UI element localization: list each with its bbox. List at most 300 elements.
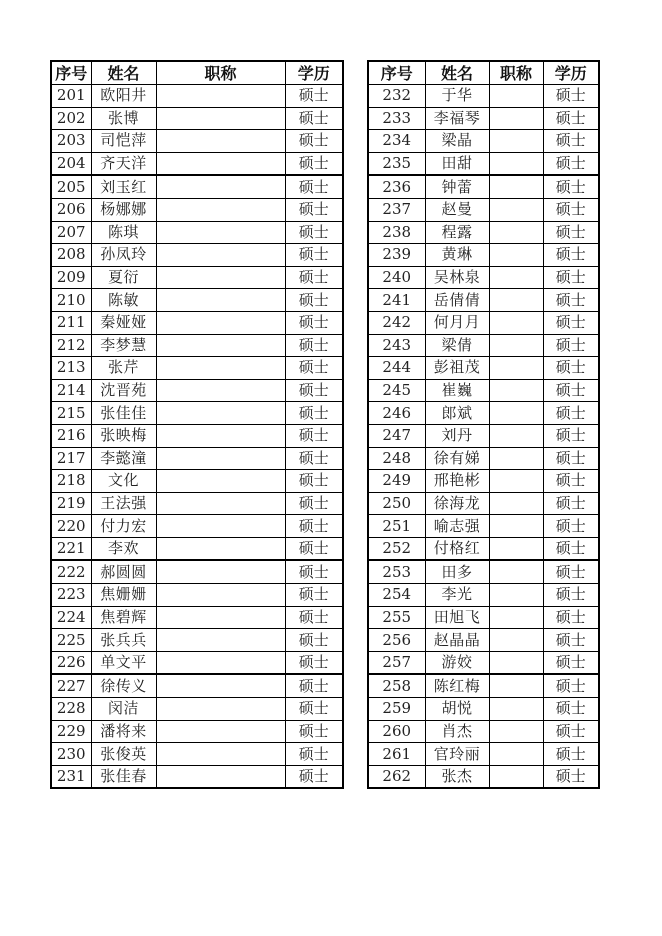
cell-name: 赵曼 bbox=[425, 198, 489, 221]
table-row bbox=[51, 107, 343, 130]
cell-degree: 硕士 bbox=[543, 221, 599, 244]
cell-serial-no: 223 bbox=[51, 584, 91, 607]
cell-title bbox=[489, 244, 543, 267]
cell-title bbox=[156, 743, 285, 766]
cell-name: 杨娜娜 bbox=[91, 198, 156, 221]
cell-degree: 硕士 bbox=[543, 334, 599, 357]
cell-name: 崔巍 bbox=[425, 379, 489, 402]
table-row bbox=[51, 175, 343, 198]
table-row bbox=[51, 537, 343, 560]
cell-serial-no: 221 bbox=[51, 537, 91, 560]
cell-title bbox=[489, 606, 543, 629]
table-row bbox=[51, 244, 343, 267]
cell-name: 陈敏 bbox=[91, 289, 156, 312]
cell-serial-no: 220 bbox=[51, 515, 91, 538]
cell-degree: 硕士 bbox=[543, 152, 599, 175]
cell-degree: 硕士 bbox=[543, 107, 599, 130]
table-row bbox=[368, 198, 599, 221]
cell-title bbox=[156, 537, 285, 560]
cell-title bbox=[156, 492, 285, 515]
cell-serial-no: 251 bbox=[368, 515, 425, 538]
table-row bbox=[368, 402, 599, 425]
cell-degree: 硕士 bbox=[285, 537, 343, 560]
cell-serial-no: 231 bbox=[51, 765, 91, 788]
cell-name: 田甜 bbox=[425, 152, 489, 175]
cell-name: 沈晋苑 bbox=[91, 379, 156, 402]
cell-degree: 硕士 bbox=[543, 244, 599, 267]
header-row bbox=[51, 61, 343, 85]
cell-name: 夏衍 bbox=[91, 266, 156, 289]
cell-serial-no: 222 bbox=[51, 560, 91, 583]
table-row bbox=[51, 130, 343, 153]
cell-title bbox=[489, 334, 543, 357]
table-row bbox=[51, 743, 343, 766]
cell-title bbox=[489, 402, 543, 425]
cell-serial-no: 240 bbox=[368, 266, 425, 289]
cell-degree: 硕士 bbox=[285, 198, 343, 221]
cell-name: 田旭飞 bbox=[425, 606, 489, 629]
table-row bbox=[368, 720, 599, 743]
table-row bbox=[51, 424, 343, 447]
cell-title bbox=[156, 402, 285, 425]
cell-name: 李欢 bbox=[91, 537, 156, 560]
cell-degree: 硕士 bbox=[543, 765, 599, 788]
cell-title bbox=[156, 720, 285, 743]
header-name: 姓名 bbox=[425, 61, 489, 85]
cell-name: 钟蕾 bbox=[425, 175, 489, 198]
cell-name: 文化 bbox=[91, 470, 156, 493]
table-row bbox=[368, 289, 599, 312]
cell-name: 司恺萍 bbox=[91, 130, 156, 153]
cell-title bbox=[489, 584, 543, 607]
cell-name: 徐传义 bbox=[91, 674, 156, 697]
cell-degree: 硕士 bbox=[543, 289, 599, 312]
cell-name: 郎斌 bbox=[425, 402, 489, 425]
cell-degree: 硕士 bbox=[285, 560, 343, 583]
cell-name: 彭祖茂 bbox=[425, 357, 489, 380]
cell-serial-no: 257 bbox=[368, 651, 425, 674]
table-row bbox=[51, 674, 343, 697]
cell-name: 张佳佳 bbox=[91, 402, 156, 425]
table-row bbox=[51, 402, 343, 425]
cell-title bbox=[489, 85, 543, 108]
table-row bbox=[51, 584, 343, 607]
table-row bbox=[368, 175, 599, 198]
cell-name: 陈琪 bbox=[91, 221, 156, 244]
cell-degree: 硕士 bbox=[285, 402, 343, 425]
cell-serial-no: 243 bbox=[368, 334, 425, 357]
cell-serial-no: 250 bbox=[368, 492, 425, 515]
cell-degree: 硕士 bbox=[285, 175, 343, 198]
cell-serial-no: 216 bbox=[51, 424, 91, 447]
cell-name: 陈红梅 bbox=[425, 674, 489, 697]
cell-title bbox=[156, 221, 285, 244]
roster-table-right bbox=[367, 60, 600, 789]
cell-serial-no: 218 bbox=[51, 470, 91, 493]
table-row bbox=[51, 152, 343, 175]
cell-title bbox=[156, 85, 285, 108]
table-row bbox=[368, 85, 599, 108]
header-degree: 学历 bbox=[285, 61, 343, 85]
table-row bbox=[51, 266, 343, 289]
table-row bbox=[368, 743, 599, 766]
cell-degree: 硕士 bbox=[285, 651, 343, 674]
cell-name: 王法强 bbox=[91, 492, 156, 515]
table-row bbox=[368, 492, 599, 515]
header-degree: 学历 bbox=[543, 61, 599, 85]
cell-degree: 硕士 bbox=[285, 515, 343, 538]
table-row bbox=[368, 357, 599, 380]
table-row bbox=[51, 470, 343, 493]
table-row bbox=[368, 584, 599, 607]
table-row bbox=[51, 289, 343, 312]
cell-degree: 硕士 bbox=[285, 85, 343, 108]
cell-name: 胡悦 bbox=[425, 698, 489, 721]
cell-serial-no: 224 bbox=[51, 606, 91, 629]
header-name: 姓名 bbox=[91, 61, 156, 85]
cell-serial-no: 219 bbox=[51, 492, 91, 515]
cell-serial-no: 256 bbox=[368, 629, 425, 652]
cell-name: 张杰 bbox=[425, 765, 489, 788]
table-row bbox=[368, 152, 599, 175]
cell-serial-no: 247 bbox=[368, 424, 425, 447]
cell-serial-no: 258 bbox=[368, 674, 425, 697]
cell-degree: 硕士 bbox=[543, 311, 599, 334]
cell-name: 黄琳 bbox=[425, 244, 489, 267]
table-row bbox=[51, 560, 343, 583]
cell-name: 张佳春 bbox=[91, 765, 156, 788]
cell-degree: 硕士 bbox=[543, 515, 599, 538]
cell-degree: 硕士 bbox=[543, 447, 599, 470]
cell-title bbox=[156, 198, 285, 221]
cell-title bbox=[489, 651, 543, 674]
cell-degree: 硕士 bbox=[285, 674, 343, 697]
cell-title bbox=[156, 334, 285, 357]
header-title: 职称 bbox=[489, 61, 543, 85]
cell-name: 徐海龙 bbox=[425, 492, 489, 515]
cell-title bbox=[489, 107, 543, 130]
table-row bbox=[368, 560, 599, 583]
cell-name: 官玲丽 bbox=[425, 743, 489, 766]
cell-name: 李福琴 bbox=[425, 107, 489, 130]
cell-title bbox=[156, 765, 285, 788]
cell-serial-no: 201 bbox=[51, 85, 91, 108]
cell-title bbox=[489, 379, 543, 402]
cell-name: 邢艳彬 bbox=[425, 470, 489, 493]
cell-serial-no: 262 bbox=[368, 765, 425, 788]
cell-serial-no: 214 bbox=[51, 379, 91, 402]
cell-name: 闵洁 bbox=[91, 698, 156, 721]
table-row bbox=[368, 537, 599, 560]
table-row bbox=[51, 606, 343, 629]
cell-title bbox=[156, 107, 285, 130]
table-row bbox=[51, 85, 343, 108]
cell-name: 焦姗姗 bbox=[91, 584, 156, 607]
table-row bbox=[51, 198, 343, 221]
cell-serial-no: 239 bbox=[368, 244, 425, 267]
cell-name: 梁晶 bbox=[425, 130, 489, 153]
cell-serial-no: 202 bbox=[51, 107, 91, 130]
cell-title bbox=[156, 584, 285, 607]
cell-title bbox=[156, 152, 285, 175]
cell-degree: 硕士 bbox=[285, 720, 343, 743]
cell-title bbox=[156, 470, 285, 493]
cell-name: 欧阳井 bbox=[91, 85, 156, 108]
cell-degree: 硕士 bbox=[543, 720, 599, 743]
cell-serial-no: 254 bbox=[368, 584, 425, 607]
cell-serial-no: 229 bbox=[51, 720, 91, 743]
table-row bbox=[51, 698, 343, 721]
cell-serial-no: 230 bbox=[51, 743, 91, 766]
cell-serial-no: 253 bbox=[368, 560, 425, 583]
cell-serial-no: 261 bbox=[368, 743, 425, 766]
cell-serial-no: 236 bbox=[368, 175, 425, 198]
cell-degree: 硕士 bbox=[543, 85, 599, 108]
cell-title bbox=[489, 175, 543, 198]
cell-title bbox=[489, 537, 543, 560]
cell-degree: 硕士 bbox=[285, 107, 343, 130]
cell-title bbox=[489, 720, 543, 743]
cell-title bbox=[489, 492, 543, 515]
cell-serial-no: 206 bbox=[51, 198, 91, 221]
cell-title bbox=[156, 674, 285, 697]
cell-serial-no: 249 bbox=[368, 470, 425, 493]
header-title: 职称 bbox=[156, 61, 285, 85]
cell-serial-no: 213 bbox=[51, 357, 91, 380]
table-row bbox=[51, 515, 343, 538]
cell-name: 单文平 bbox=[91, 651, 156, 674]
cell-title bbox=[156, 698, 285, 721]
cell-name: 赵晶晶 bbox=[425, 629, 489, 652]
cell-name: 梁倩 bbox=[425, 334, 489, 357]
cell-title bbox=[489, 221, 543, 244]
cell-degree: 硕士 bbox=[285, 289, 343, 312]
table-row bbox=[51, 629, 343, 652]
cell-degree: 硕士 bbox=[543, 537, 599, 560]
cell-degree: 硕士 bbox=[285, 492, 343, 515]
table-row bbox=[368, 674, 599, 697]
cell-serial-no: 233 bbox=[368, 107, 425, 130]
cell-title bbox=[156, 175, 285, 198]
cell-serial-no: 248 bbox=[368, 447, 425, 470]
cell-name: 张俊英 bbox=[91, 743, 156, 766]
cell-degree: 硕士 bbox=[285, 447, 343, 470]
cell-title bbox=[489, 629, 543, 652]
cell-name: 程露 bbox=[425, 221, 489, 244]
table-row bbox=[51, 221, 343, 244]
cell-title bbox=[489, 357, 543, 380]
cell-serial-no: 215 bbox=[51, 402, 91, 425]
table-row bbox=[368, 629, 599, 652]
table-row bbox=[368, 107, 599, 130]
cell-degree: 硕士 bbox=[543, 674, 599, 697]
cell-serial-no: 210 bbox=[51, 289, 91, 312]
cell-serial-no: 208 bbox=[51, 244, 91, 267]
cell-title bbox=[156, 424, 285, 447]
cell-name: 何月月 bbox=[425, 311, 489, 334]
cell-name: 于华 bbox=[425, 85, 489, 108]
cell-degree: 硕士 bbox=[543, 402, 599, 425]
cell-serial-no: 237 bbox=[368, 198, 425, 221]
cell-serial-no: 241 bbox=[368, 289, 425, 312]
header-serial-no: 序号 bbox=[51, 61, 91, 85]
cell-title bbox=[489, 130, 543, 153]
cell-name: 付格红 bbox=[425, 537, 489, 560]
cell-degree: 硕士 bbox=[285, 152, 343, 175]
cell-serial-no: 232 bbox=[368, 85, 425, 108]
cell-degree: 硕士 bbox=[285, 470, 343, 493]
cell-serial-no: 207 bbox=[51, 221, 91, 244]
cell-serial-no: 235 bbox=[368, 152, 425, 175]
cell-name: 李梦慧 bbox=[91, 334, 156, 357]
cell-name: 秦娅娅 bbox=[91, 311, 156, 334]
table-row bbox=[368, 651, 599, 674]
cell-title bbox=[489, 447, 543, 470]
cell-degree: 硕士 bbox=[285, 334, 343, 357]
cell-name: 张兵兵 bbox=[91, 629, 156, 652]
cell-serial-no: 225 bbox=[51, 629, 91, 652]
table-row bbox=[51, 447, 343, 470]
table-row bbox=[368, 244, 599, 267]
cell-degree: 硕士 bbox=[285, 244, 343, 267]
table-row bbox=[368, 130, 599, 153]
cell-name: 刘玉红 bbox=[91, 175, 156, 198]
cell-serial-no: 217 bbox=[51, 447, 91, 470]
cell-serial-no: 226 bbox=[51, 651, 91, 674]
cell-name: 焦碧辉 bbox=[91, 606, 156, 629]
cell-serial-no: 227 bbox=[51, 674, 91, 697]
cell-title bbox=[156, 266, 285, 289]
cell-title bbox=[156, 130, 285, 153]
table-row bbox=[368, 379, 599, 402]
cell-degree: 硕士 bbox=[285, 629, 343, 652]
cell-serial-no: 245 bbox=[368, 379, 425, 402]
table-row bbox=[368, 606, 599, 629]
cell-degree: 硕士 bbox=[285, 606, 343, 629]
cell-title bbox=[156, 311, 285, 334]
table-row bbox=[368, 698, 599, 721]
cell-degree: 硕士 bbox=[543, 198, 599, 221]
cell-degree: 硕士 bbox=[543, 629, 599, 652]
header-serial-no: 序号 bbox=[368, 61, 425, 85]
cell-degree: 硕士 bbox=[285, 130, 343, 153]
table-row bbox=[51, 651, 343, 674]
table-row bbox=[51, 765, 343, 788]
cell-serial-no: 242 bbox=[368, 311, 425, 334]
table-row bbox=[51, 311, 343, 334]
table-row bbox=[368, 515, 599, 538]
cell-serial-no: 260 bbox=[368, 720, 425, 743]
cell-name: 岳倩倩 bbox=[425, 289, 489, 312]
cell-degree: 硕士 bbox=[543, 606, 599, 629]
cell-serial-no: 211 bbox=[51, 311, 91, 334]
cell-name: 张芹 bbox=[91, 357, 156, 380]
table-row bbox=[368, 424, 599, 447]
cell-title bbox=[156, 244, 285, 267]
cell-name: 田多 bbox=[425, 560, 489, 583]
cell-title bbox=[489, 743, 543, 766]
cell-degree: 硕士 bbox=[285, 311, 343, 334]
cell-title bbox=[489, 470, 543, 493]
cell-degree: 硕士 bbox=[285, 584, 343, 607]
cell-title bbox=[156, 357, 285, 380]
cell-title bbox=[156, 289, 285, 312]
left-table-body bbox=[51, 85, 343, 789]
table-row bbox=[368, 334, 599, 357]
cell-degree: 硕士 bbox=[543, 698, 599, 721]
cell-serial-no: 238 bbox=[368, 221, 425, 244]
table-row bbox=[368, 470, 599, 493]
cell-title bbox=[489, 424, 543, 447]
cell-title bbox=[489, 515, 543, 538]
cell-name: 肖杰 bbox=[425, 720, 489, 743]
table-row bbox=[51, 357, 343, 380]
cell-title bbox=[489, 266, 543, 289]
right-table-body bbox=[368, 85, 599, 789]
table-row bbox=[51, 334, 343, 357]
cell-serial-no: 205 bbox=[51, 175, 91, 198]
table-row bbox=[51, 492, 343, 515]
cell-name: 付力宏 bbox=[91, 515, 156, 538]
cell-title bbox=[489, 198, 543, 221]
cell-degree: 硕士 bbox=[285, 743, 343, 766]
cell-degree: 硕士 bbox=[285, 424, 343, 447]
cell-name: 李懿潼 bbox=[91, 447, 156, 470]
cell-serial-no: 244 bbox=[368, 357, 425, 380]
cell-name: 李光 bbox=[425, 584, 489, 607]
cell-title bbox=[156, 447, 285, 470]
table-row bbox=[51, 720, 343, 743]
cell-serial-no: 255 bbox=[368, 606, 425, 629]
cell-degree: 硕士 bbox=[285, 357, 343, 380]
cell-name: 潘将来 bbox=[91, 720, 156, 743]
cell-title bbox=[489, 311, 543, 334]
cell-serial-no: 246 bbox=[368, 402, 425, 425]
cell-degree: 硕士 bbox=[543, 743, 599, 766]
cell-name: 游姣 bbox=[425, 651, 489, 674]
cell-degree: 硕士 bbox=[285, 221, 343, 244]
cell-serial-no: 209 bbox=[51, 266, 91, 289]
table-row bbox=[368, 447, 599, 470]
cell-name: 郝圆圆 bbox=[91, 560, 156, 583]
cell-serial-no: 259 bbox=[368, 698, 425, 721]
cell-title bbox=[489, 765, 543, 788]
cell-name: 孙凤玲 bbox=[91, 244, 156, 267]
cell-degree: 硕士 bbox=[543, 266, 599, 289]
cell-title bbox=[156, 651, 285, 674]
cell-title bbox=[156, 629, 285, 652]
cell-serial-no: 234 bbox=[368, 130, 425, 153]
cell-degree: 硕士 bbox=[543, 175, 599, 198]
cell-name: 齐天洋 bbox=[91, 152, 156, 175]
cell-name: 张博 bbox=[91, 107, 156, 130]
cell-title bbox=[489, 698, 543, 721]
cell-name: 吴林泉 bbox=[425, 266, 489, 289]
cell-title bbox=[489, 289, 543, 312]
table-row bbox=[368, 221, 599, 244]
cell-degree: 硕士 bbox=[285, 266, 343, 289]
cell-serial-no: 203 bbox=[51, 130, 91, 153]
cell-name: 张映梅 bbox=[91, 424, 156, 447]
cell-degree: 硕士 bbox=[543, 651, 599, 674]
table-row bbox=[368, 765, 599, 788]
cell-serial-no: 204 bbox=[51, 152, 91, 175]
table-row bbox=[368, 311, 599, 334]
cell-name: 刘丹 bbox=[425, 424, 489, 447]
roster-table-left bbox=[50, 60, 344, 789]
cell-title bbox=[489, 560, 543, 583]
cell-name: 徐有娣 bbox=[425, 447, 489, 470]
